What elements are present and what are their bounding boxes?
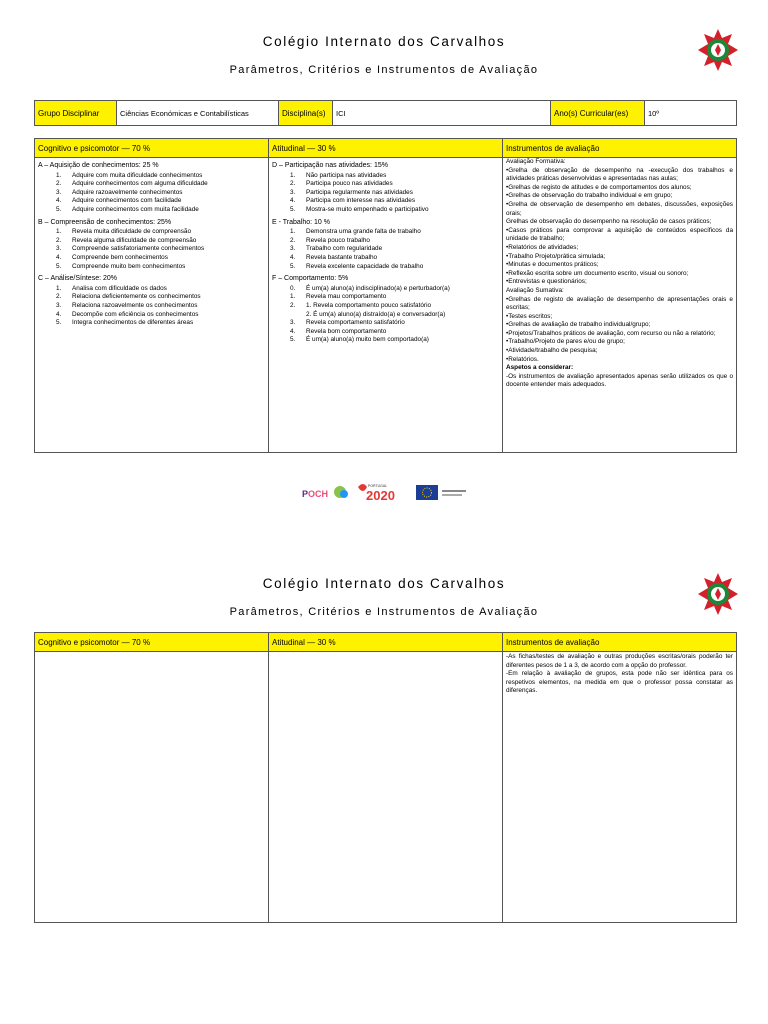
header-instrumentos: Instrumentos de avaliação xyxy=(503,139,737,158)
atitudinal-criterion xyxy=(272,311,499,320)
criterion-text: Revela mau comportamento xyxy=(306,293,387,301)
criterion-number: 5. xyxy=(290,262,296,270)
criterion-text: Compreende bem conhecimentos xyxy=(72,253,168,261)
instrument-item: •Relatórios de atividades; xyxy=(506,243,579,251)
criterion-text: Adquire conhecimentos com muita facilidade xyxy=(72,205,199,213)
criterion-number: 3. xyxy=(290,319,296,327)
disciplina-label: Disciplina(s) xyxy=(279,101,333,126)
cognitivo-criterion xyxy=(38,245,265,254)
cognitivo-cell-2 xyxy=(35,652,269,923)
grupo-label: Grupo Disciplinar xyxy=(35,101,117,126)
cognitivo-criteria-list xyxy=(38,172,265,215)
instrumentos-list xyxy=(506,158,733,364)
criterion-number: 2. xyxy=(290,180,296,188)
criterion-number: 2. xyxy=(56,293,62,301)
criterion-text: Adquire com muita dificuldade conhecimentos xyxy=(72,171,203,179)
criterion-number: 4. xyxy=(290,197,296,205)
criterion-number: 0. xyxy=(290,284,296,292)
cognitivo-criterion xyxy=(38,237,265,246)
criterion-text: Revela alguma dificuldade de compreensão xyxy=(72,236,197,244)
atitudinal-section-title: D – Participação nas atividades: 15% xyxy=(272,162,388,169)
instrument-item: •Trabalho/Projeto de pares e/ou de grupo; xyxy=(506,338,625,346)
atitudinal-criterion xyxy=(272,328,499,337)
cognitivo-section-title: A – Aquisição de conhecimentos: 25 % xyxy=(38,162,159,169)
atitudinal-criterion xyxy=(272,197,499,206)
criterion-text: Revela excelente capacidade de trabalho xyxy=(306,262,424,270)
criterion-text: Participa pouco nas atividades xyxy=(306,180,393,188)
cognitivo-criterion xyxy=(38,319,265,328)
cognitivo-criterion xyxy=(38,311,265,320)
atitudinal-criterion xyxy=(272,172,499,181)
criterion-number: 3. xyxy=(290,188,296,196)
criterion-text: Relaciona razoavelmente os conhecimentos xyxy=(72,301,198,309)
document-subtitle: Parâmetros, Critérios e Instrumentos de Avaliação xyxy=(229,64,539,76)
cognitivo-criterion xyxy=(38,197,265,206)
instrument-item: •Relatórios. xyxy=(506,355,539,363)
instrument-item: •Trabalho Projeto/prática simulada; xyxy=(506,252,606,260)
criterion-number: 3. xyxy=(290,245,296,253)
atitudinal-criterion xyxy=(272,237,499,246)
instrument-item: •Grelhas de registo de avaliação de desempenho de apresentações orais e escritas; xyxy=(506,295,733,312)
ano-label: Ano(s) Curricular(es) xyxy=(551,101,645,126)
header-cognitivo: Cognitivo e psicomotor — 70 % xyxy=(35,139,269,158)
aspetos-title: Aspetos a considerar: xyxy=(506,364,574,372)
criterion-text: Adquire conhecimentos com alguma dificuldade xyxy=(72,180,208,188)
criterion-text: É um(a) aluno(a) muito bem comportado(a) xyxy=(306,336,429,344)
criterion-number: 2. xyxy=(290,301,296,309)
cognitivo-criterion xyxy=(38,302,265,311)
header-cognitivo-2: Cognitivo e psicomotor — 70 % xyxy=(35,633,269,652)
atitudinal-sections xyxy=(272,162,499,345)
criterion-text: Revela muita dificuldade de compreensão xyxy=(72,228,192,236)
cognitivo-criteria-list xyxy=(38,228,265,271)
criterion-text: Não participa nas atividades xyxy=(306,171,387,179)
atitudinal-section-title: E - Trabalho: 10 % xyxy=(272,218,330,226)
atitudinal-criterion xyxy=(272,254,499,263)
instrument-item: •Projetos/Trabalhos práticos de avaliação, com recurso ou não a relatório; xyxy=(506,329,716,337)
criterion-number: 5. xyxy=(56,319,62,327)
criterion-text: Compreende satisfatoriamente conhecimentos xyxy=(72,245,205,253)
instrument-item: •Grelhas de avaliação de trabalho individual/grupo; xyxy=(506,321,651,329)
page-2 xyxy=(0,540,768,1024)
criterion-text: Revela pouco trabalho xyxy=(306,236,370,244)
criterion-number: 4. xyxy=(290,327,296,335)
instrument-item: Avaliação Sumativa: xyxy=(506,286,564,294)
criterion-number: 4. xyxy=(56,197,62,205)
funding-logos-icon xyxy=(300,480,470,506)
cognitivo-criterion xyxy=(38,293,265,302)
cognitivo-section-title: C – Análise/Síntese: 20% xyxy=(38,275,117,283)
criterion-text: Compreende muito bem conhecimentos xyxy=(72,262,186,270)
criterion-number: 3. xyxy=(56,245,62,253)
school-name-2: Colégio Internato dos Carvalhos xyxy=(262,576,506,591)
instrumentos-cell xyxy=(503,158,737,453)
criterion-text: Revela comportamento satisfatório xyxy=(306,319,405,327)
atitudinal-section xyxy=(272,275,499,345)
criterion-text: Integra conhecimentos de diferentes áreas xyxy=(72,319,194,327)
criterion-number: 2. xyxy=(290,236,296,244)
atitudinal-criterion xyxy=(272,336,499,345)
criterion-number: 4. xyxy=(290,253,296,261)
cognitivo-criterion xyxy=(38,206,265,215)
criterion-number: 5. xyxy=(56,262,62,270)
instrument-item: -As fichas/testes de avaliação e outras produções escritas/orais poderão ter diferentes pesos de 1 a 3, de acordo com a opção do professor. xyxy=(506,653,733,669)
info-table xyxy=(34,100,737,126)
atitudinal-section-title: F – Comportamento: 5% xyxy=(272,275,349,283)
atitudinal-criteria-list xyxy=(272,228,499,271)
instrument-item: •Entrevistas e questionários; xyxy=(506,278,587,286)
criterion-number: 2. xyxy=(56,180,62,188)
school-crest-icon xyxy=(696,28,740,72)
disciplina-value: ICI xyxy=(333,101,551,126)
cognitivo-criterion xyxy=(38,172,265,181)
portugal-label: PORTUGAL xyxy=(368,484,388,488)
instrumentos-cell-2 xyxy=(503,652,737,923)
atitudinal-criterion xyxy=(272,302,499,311)
criterion-text: Revela bastante trabalho xyxy=(306,253,378,261)
criterion-text: Mostra-se muito empenhado e participativo xyxy=(306,205,429,213)
criterion-number: 4. xyxy=(56,310,62,318)
instrument-item: •Casos práticos para comprovar a aquisição de conteúdos específicos da unidade de trabalho; xyxy=(506,226,733,243)
criterion-text: Trabalho com regularidade xyxy=(306,245,383,253)
aspetos-text: -Os instrumentos de avaliação apresentados apenas serão utilizados os que o docente entender mais adequados. xyxy=(506,372,733,389)
criteria-table-2 xyxy=(34,632,737,923)
ano-value: 10º xyxy=(645,101,737,126)
instrument-item: •Grelha de observação de desempenho em debates, discussões, exposições orais; xyxy=(506,200,733,217)
criterion-text: Adquire conhecimentos com facilidade xyxy=(72,197,182,205)
cognitivo-criterion xyxy=(38,285,265,294)
cognitivo-criterion xyxy=(38,254,265,263)
criterion-number: 3. xyxy=(56,188,62,196)
criterion-text: Relaciona deficientemente os conhecimentos xyxy=(72,293,201,301)
grupo-value: Ciências Económicas e Contabilísticas xyxy=(117,101,279,126)
atitudinal-cell xyxy=(269,158,503,453)
header-instrumentos-2: Instrumentos de avaliação xyxy=(503,633,737,652)
instrument-item: •Grelhas de registo de atitudes e de comportamentos dos alunos; xyxy=(506,183,692,191)
criterion-text: Adquire razoavelmente conhecimentos xyxy=(72,188,183,196)
criterion-text: Revela bom comportamento xyxy=(306,327,387,335)
svg-text:OCH: OCH xyxy=(308,489,328,499)
criterion-text: Demonstra uma grande falta de trabalho xyxy=(306,228,421,236)
atitudinal-criterion xyxy=(272,206,499,215)
atitudinal-section xyxy=(272,162,499,215)
criteria-table xyxy=(34,138,737,453)
document-subtitle-2: Parâmetros, Critérios e Instrumentos de Avaliação xyxy=(229,606,539,618)
instrument-item: Avaliação Formativa: xyxy=(506,158,566,165)
atitudinal-criterion xyxy=(272,293,499,302)
cognitivo-sections xyxy=(38,162,265,328)
atitudinal-criterion xyxy=(272,285,499,294)
criterion-number: 1. xyxy=(290,171,296,179)
criterion-number: 1. xyxy=(56,228,62,236)
cognitivo-section xyxy=(38,162,265,215)
svg-text:P: P xyxy=(302,489,309,499)
criterion-number: 5. xyxy=(290,205,296,213)
criterion-number: 1. xyxy=(56,171,62,179)
atitudinal-section xyxy=(272,219,499,272)
cognitivo-section xyxy=(38,219,265,272)
header-atitudinal: Atitudinal — 30 % xyxy=(269,139,503,158)
atitudinal-criteria-list xyxy=(272,172,499,215)
atitudinal-criteria-list xyxy=(272,285,499,345)
criterion-number: 1. xyxy=(290,228,296,236)
instrumentos-list-2 xyxy=(506,653,733,696)
instrument-item: •Minutas e documentos práticos; xyxy=(506,261,599,269)
instrument-item: -Em relação à avaliação de grupos, esta pode não ser idêntica para os respetivos elementos, na medida em que o professor possa constatar as diferenças. xyxy=(506,670,733,695)
instrument-item: •Testes escritos; xyxy=(506,312,553,320)
school-name: Colégio Internato dos Carvalhos xyxy=(262,34,506,49)
cognitivo-criterion xyxy=(38,180,265,189)
atitudinal-criterion xyxy=(272,189,499,198)
atitudinal-cell-2 xyxy=(269,652,503,923)
funding-logos xyxy=(300,480,470,506)
cognitivo-section-title: B – Compreensão de conhecimentos: 25% xyxy=(38,218,172,226)
instrument-item: Grelhas de observação do desempenho na resolução de casos práticos; xyxy=(506,218,712,226)
criterion-text: Participa regularmente nas atividades xyxy=(306,188,413,196)
criterion-text: 2. É um(a) aluno(a) distraído(a) e conversador(a) xyxy=(306,310,446,318)
criterion-text: É um(a) aluno(a) indisciplinado(a) e perturbador(a) xyxy=(306,284,450,292)
criterion-number: 2. xyxy=(56,236,62,244)
criterion-number: 5. xyxy=(56,205,62,213)
page-1 xyxy=(0,0,768,510)
atitudinal-criterion xyxy=(272,228,499,237)
cognitivo-cell xyxy=(35,158,269,453)
cognitivo-criterion xyxy=(38,263,265,272)
instrument-item: •Reflexão escrita sobre um documento escrito, visual ou sonoro; xyxy=(506,269,689,277)
criterion-text: 1. Revela comportamento pouco satisfatório xyxy=(306,301,432,309)
criterion-number: 4. xyxy=(56,253,62,261)
criterion-number: 1. xyxy=(290,293,296,301)
year-label: 2020 xyxy=(366,488,395,503)
atitudinal-criterion xyxy=(272,263,499,272)
criterion-text: Analisa com dificuldade os dados xyxy=(72,284,167,292)
atitudinal-criterion xyxy=(272,245,499,254)
criterion-number: 1. xyxy=(56,284,62,292)
criterion-text: Participa com interesse nas atividades xyxy=(306,197,416,205)
instrument-item: •Grelha de observação de desempenho na -execução dos trabalhos e atividades práticas desenvolvidas e apresentadas nas aulas; xyxy=(506,166,733,183)
atitudinal-criterion xyxy=(272,180,499,189)
instrument-item: •Atividade/trabalho de pesquisa; xyxy=(506,347,598,355)
cognitivo-section xyxy=(38,275,265,328)
cognitivo-criteria-list xyxy=(38,285,265,328)
header-atitudinal-2: Atitudinal — 30 % xyxy=(269,633,503,652)
cognitivo-criterion xyxy=(38,228,265,237)
school-crest-icon-2 xyxy=(696,572,740,616)
instrument-item: •Grelhas de observação do trabalho individual e em grupo; xyxy=(506,192,673,200)
criterion-number: 3. xyxy=(56,301,62,309)
criterion-number: 5. xyxy=(290,336,296,344)
criterion-text: Decompõe com eficiência os conhecimentos xyxy=(72,310,199,318)
atitudinal-criterion xyxy=(272,319,499,328)
cognitivo-criterion xyxy=(38,189,265,198)
